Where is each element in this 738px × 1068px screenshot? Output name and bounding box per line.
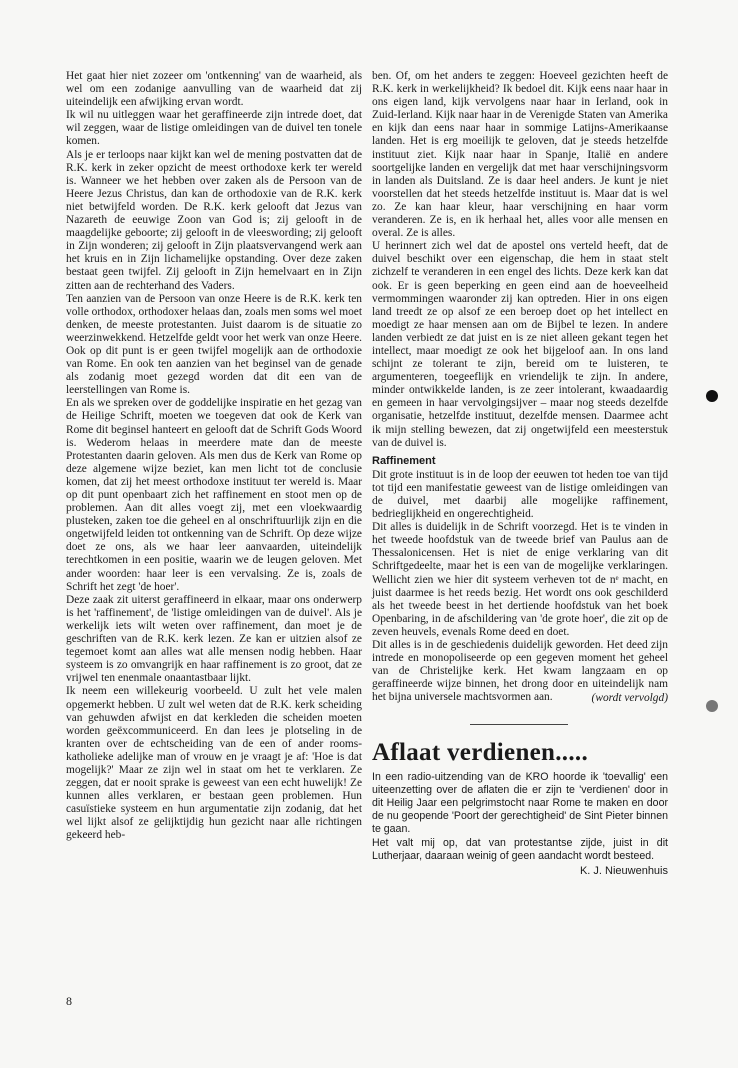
right-column xyxy=(372,70,668,878)
paragraph: Het valt mij op, dat van protestantse zijde, juist in dit Lutherjaar, daaraan weinig of geen aandacht wordt besteed. xyxy=(372,836,668,862)
paragraph: U herinnert zich wel dat de apostel ons verteld heeft, dat de duivel beschikt over een eigenschap, die hem in staat stelt zichzelf te veranderen in een engel des lichts. Deze kerk kan dat ook. Er is geen beperking en geen eind aan de hoeveelheid vermommingen waaronder zij kan optreden. Hier in ons eigen land treedt ze op alsof ze een beroep doet op het intellect en moedigt ze haar mensen aan om de Bijbel te lezen. In andere landen verbiedt ze dat juist en is ze niet alleen gekant tegen het intellect, maar moedigt ze ook het bijgeloof aan. In ons land schijnt ze tolerant te zijn, bereid om te luisteren, te argumenteren, toegeeflijk en vriendelijk te zijn. In andere, minder ontwikkelde landen, is ze zeer intolerant, kwaadaardig en gemeen in haar vervolgingsijver – maar nog steeds dezelfde organisatie, hetzelfde instituut, dezelfde mensen. Daarmee acht ik mijn stelling bewezen, dat zij ongetwijfeld een meesterstuk van de duivel is. xyxy=(372,240,668,449)
paragraph: Ik wil nu uitleggen waar het geraffineerde zijn intrede doet, dat wil zeggen, waar de listige omleidingen van de duivel ten tonele komen. xyxy=(66,109,362,148)
paragraph: Ik neem een willekeurig voorbeeld. U zult het vele malen opgemerkt hebben. U zult wel weten dat de R.K. kerk scheiding van gehuwden afwijst en dat kerkleden die scheiden moeten worden geëxcommuniceerd. En dan lees je plotseling in de kranten over de echtscheiding van de een of ander rooms-katholieke adelijke man of vrouw en je vraagt je af: 'Hoe is dat mogelijk?' Maar ze zijn wel in staat om het te verklaren. Ze zeggen, dat er nooit sprake is geweest van een echt huwelijk! Ze kunnen alles verklaren, er bestaan geen problemen. Hun casuïstieke systeem en hun argumentatie zijn zodanig, dat het wel lijkt alsof ze gelijktijdig hun gezicht naar alle richtingen gekeerd heb- xyxy=(66,685,362,842)
paragraph: Het gaat hier niet zozeer om 'ontkenning' van de waarheid, als wel om een zodanige aanvulling van de waarheid dat zij uiteindelijk een afwijking ervan wordt. xyxy=(66,70,362,109)
paragraph: Dit alles is duidelijk in de Schrift voorzegd. Het is te vinden in het tweede hoofdstuk van de tweede brief van Paulus aan de Thessalonicensen. Het is niet de enige verklaring van dit Schriftgedeelte, maar het is een van de mogelijke verklaringen. Wellicht zien we hier dit systeem verheven tot de nᵉ macht, en juist daarmee is het reeds bezig. Het wordt ons ook geschilderd als het tweede beest in het dertiende hoofdstuk van het boek Openbaring, in de afschildering van 'de grote hoer', die zit op de zeven heuvels, evenals Rome deed en doet. xyxy=(372,521,668,638)
paragraph: ben. Of, om het anders te zeggen: Hoeveel gezichten heeft de R.K. kerk in werkelijkheid? Ik bedoel dit. Kijk eens naar haar in ons eigen land, kijk vervolgens naar haar in Ierland, ook in Zuid-Ierland. Kijk naar haar in de Verenigde Staten van Amerika en kijk dan eens naar haar in sommige Latijns-Amerikaanse landen. Het is erg moeilijk te geloven, dat je steeds hetzelfde instituut ziet. Kijk naar haar in Spanje, Italië en andere soortgelijke landen en vergelijk dat met haar verschijningsvorm in landen als Duitsland. Ze is daar heel anders. Je kunt je niet voorstellen dat het steeds hetzelfde instituut is. Maar dat is wel zo. Ze kan haar kleur, haar verschijning en haar vorm veranderen. Ze is, en ik herhaal het, alles voor alle mensen en overal. Ze is alles. xyxy=(372,70,668,240)
paragraph: Dit alles is in de geschiedenis duidelijk geworden. Het deed zijn intrede en monopoliseerde op een gegeven moment het geheel van de Christelijke kerk. Het kwam langzaam en op geraffineerde wijze binnen, het drong door en uiteindelijk nam het bijna universele machtsvormen aan. xyxy=(372,639,668,704)
left-column xyxy=(66,70,362,843)
author: K. J. Nieuwenhuis xyxy=(579,865,668,878)
punch-hole-icon xyxy=(706,390,718,402)
paragraph: En als we spreken over de goddelijke inspiratie en het gezag van de Heilige Schrift, moeten we toegeven dat ook de Kerk van Rome dit beginsel hanteert en gelooft dat de Schrift Gods Woord is. Wederom helaas in meerdere mate dan de meeste Protestanten daarin geloven. Als men dus de Kerk van Rome op deze algemene wijze beziet, kan men licht tot de conclusie komen, dat zij het meest orthodoxe instituut ter wereld is. Maar op dit punt openbaart zich het raffinement en stoot men op de problemen. Aan dit alles voegt zij, met een vloekwaardig plusteken, zaken toe die geheel en al onschriftuurlijk zijn en die ongetwijfeld leiden tot ontkenning van de Schrift. Op deze wijze doet ze ons, als we haar leer aanvaarden, uiteindelijk terechtkomen in een positie, waarin we de leugen geloven. Met ander woorden: haar leer is een vervalsing. Ze is, zoals de Schrift het zegt 'de hoer'. xyxy=(66,397,362,593)
paragraph: Deze zaak zit uiterst geraffineerd in elkaar, maar ons onderwerp is het 'raffinement', de 'listige omleidingen van de duivel'. Als je werkelijk iets wilt weten over raffinement, dan moet je de geschriften van de R.K. kerk lezen. Ze kan er uitzien alsof ze tegemoet komt aan alles wat alle mensen nodig hebben. Haar systeem is zo omvangrijk en haar raffinement is zo groot, dat ze vrijwel ten enenmale onaantastbaar lijkt. xyxy=(66,593,362,685)
paragraph: Als je er terloops naar kijkt kan wel de mening postvatten dat de R.K. kerk in zeker opzicht de meest orthodoxe kerk ter wereld is. Wanneer we het hebben over zaken als de Persoon van de Heere Jezus Christus, dan kan de orthodoxie van de R.K. kerk niet betwijfeld worden. De R.K. kerk gelooft dat Jezus van Nazareth de eeuwige Zoon van God is; zij gelooft in de maagdelijke geboorte; zij gelooft in de vleeswording; zij gelooft in Zijn wonderen; zij gelooft in Zijn plaatsvervangend werk aan het kruis en in Zijn lichamelijke opstanding. Over deze zaken bestaat geen twijfel. Zij gelooft in Zijn hemelvaart en in Zijn zitten aan de rechterhand des Vaders. xyxy=(66,148,362,292)
divider xyxy=(470,724,568,725)
article-box xyxy=(372,739,668,879)
box-text xyxy=(372,771,668,863)
punch-hole-icon xyxy=(706,700,718,712)
paragraph: Ten aanzien van de Persoon van onze Heere is de R.K. kerk ten volle orthodox, orthodoxer helaas dan, zoals men soms wel moet denken, de meeste protestanten. Juist daarom is de situatie zo weerzinwekkend. Hetzelfde geldt voor het werk van onze Heere. Ook op dit punt is er geen twijfel mogelijk aan de orthodoxie van Rome. En ook ten aanzien van het beginsel van de genade als zodanig moet gezegd worden dat dit een van de leerstellingen van Rome is. xyxy=(66,292,362,397)
page-number: 8 xyxy=(66,994,72,1008)
paragraph: Dit grote instituut is in de loop der eeuwen tot heden toe van tijd tot tijd een manifestatie geweest van de listige omleidingen van de duivel, met daarbij alle mogelijke raffinement, bedrieglijkheid en ongerechtigheid. xyxy=(372,468,668,521)
box-title: Aflaat verdienen..... xyxy=(372,738,588,766)
section-heading: Raffinement xyxy=(372,454,436,467)
paragraph: In een radio-uitzending van de KRO hoorde ik 'toevallig' een uiteenzetting over de aflaten die er zijn te 'verdienen' door in dit Heilig Jaar een pelgrimstocht naar Rome te maken en door de nu geopende 'Poort der gerechtigheid' de Sint Pieter binnen te gaan. xyxy=(372,770,668,836)
continued-note: (wordt vervolgd) xyxy=(591,691,668,704)
